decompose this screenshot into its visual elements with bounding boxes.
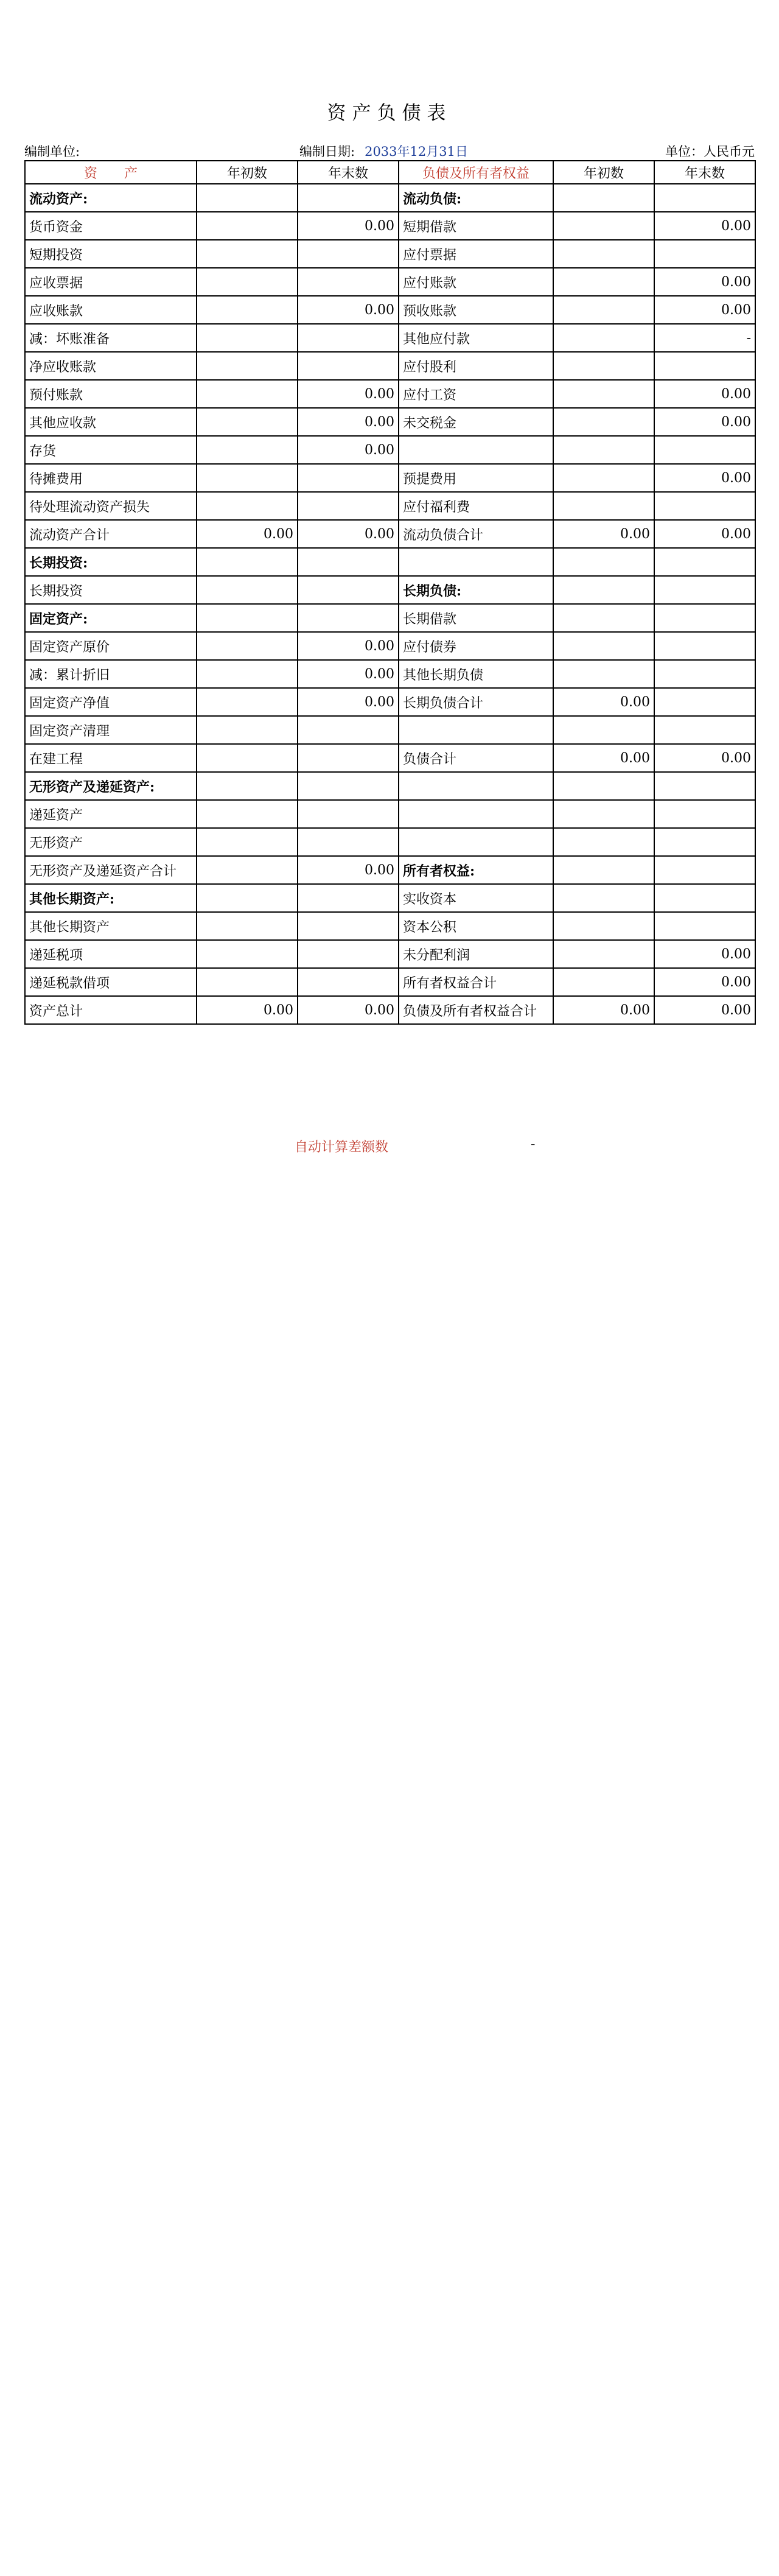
currency-unit: 单位：人民币元 (665, 144, 755, 159)
asset-opening-cell[interactable] (197, 772, 298, 800)
liability-closing-cell[interactable] (654, 436, 755, 464)
asset-opening-cell[interactable] (197, 856, 298, 884)
table-row (25, 996, 755, 1024)
header-assets: 资 产 (25, 161, 197, 184)
table-row (25, 268, 755, 296)
table-row (25, 856, 755, 884)
liability-opening-cell[interactable]: 0.00 (553, 744, 654, 772)
liability-opening-cell[interactable] (553, 968, 654, 996)
liability-label: 其他应付款 (399, 324, 553, 352)
liability-label: 应付账款 (399, 268, 553, 296)
table-row (25, 912, 755, 940)
asset-label: 其他应收款 (25, 408, 197, 436)
table-header-row (25, 161, 755, 184)
asset-closing-cell[interactable] (298, 884, 399, 912)
asset-closing-cell[interactable]: 0.00 (298, 688, 399, 716)
liability-label: 短期借款 (399, 212, 553, 240)
asset-opening-cell[interactable] (197, 492, 298, 520)
asset-label: 流动资产: (25, 184, 197, 212)
table-row (25, 408, 755, 436)
liability-label: 流动负债合计 (399, 520, 553, 548)
header-closing: 年末数 (298, 161, 399, 184)
liability-closing-cell[interactable] (654, 352, 755, 380)
liability-opening-cell[interactable] (553, 576, 654, 604)
asset-label: 无形资产 (25, 828, 197, 856)
liability-opening-cell[interactable] (553, 380, 654, 408)
asset-closing-cell[interactable] (298, 968, 399, 996)
asset-opening-cell[interactable] (197, 464, 298, 492)
liability-closing-cell[interactable]: 0.00 (654, 212, 755, 240)
asset-label: 流动资产合计 (25, 520, 197, 548)
table-row (25, 492, 755, 520)
header-opening: 年初数 (197, 161, 298, 184)
asset-opening-cell[interactable] (197, 240, 298, 268)
table-row (25, 436, 755, 464)
asset-opening-cell[interactable] (197, 436, 298, 464)
table-row (25, 324, 755, 352)
liability-opening-cell[interactable] (553, 268, 654, 296)
asset-opening-cell[interactable] (197, 968, 298, 996)
liability-closing-cell[interactable] (654, 800, 755, 828)
asset-opening-cell[interactable] (197, 688, 298, 716)
asset-opening-cell[interactable] (197, 212, 298, 240)
table-row (25, 968, 755, 996)
liability-label (399, 548, 553, 576)
liability-label: 实收资本 (399, 884, 553, 912)
liability-opening-cell[interactable]: 0.00 (553, 996, 654, 1024)
liability-label: 其他长期负债 (399, 660, 553, 688)
asset-label: 长期投资 (25, 576, 197, 604)
liability-closing-cell[interactable]: 0.00 (654, 296, 755, 324)
asset-opening-cell[interactable] (197, 660, 298, 688)
header-opening: 年初数 (553, 161, 654, 184)
asset-label: 应收票据 (25, 268, 197, 296)
liability-opening-cell[interactable] (553, 772, 654, 800)
liability-label: 未分配利润 (399, 940, 553, 968)
asset-opening-cell[interactable] (197, 632, 298, 660)
table-row (25, 744, 755, 772)
table-row (25, 240, 755, 268)
asset-closing-cell[interactable] (298, 604, 399, 632)
table-row (25, 604, 755, 632)
page-title: 资产负债表 (327, 102, 452, 124)
asset-label: 在建工程 (25, 744, 197, 772)
asset-closing-cell[interactable]: 0.00 (298, 212, 399, 240)
asset-closing-cell[interactable]: 0.00 (298, 380, 399, 408)
asset-label: 减：坏账准备 (25, 324, 197, 352)
asset-label: 固定资产净值 (25, 688, 197, 716)
asset-opening-cell[interactable] (197, 604, 298, 632)
asset-closing-cell[interactable] (298, 744, 399, 772)
asset-label: 长期投资: (25, 548, 197, 576)
table-row (25, 940, 755, 968)
asset-closing-cell[interactable] (298, 716, 399, 744)
table-row (25, 716, 755, 744)
liability-opening-cell[interactable] (553, 604, 654, 632)
asset-closing-cell[interactable] (298, 324, 399, 352)
liability-label: 长期负债: (399, 576, 553, 604)
liability-closing-cell[interactable] (654, 632, 755, 660)
asset-opening-cell[interactable] (197, 408, 298, 436)
asset-closing-cell[interactable] (298, 912, 399, 940)
liability-label: 负债合计 (399, 744, 553, 772)
liability-opening-cell[interactable] (553, 800, 654, 828)
asset-label: 无形资产及递延资产合计 (25, 856, 197, 884)
liability-opening-cell[interactable] (553, 660, 654, 688)
liability-label: 长期借款 (399, 604, 553, 632)
liability-closing-cell[interactable]: 0.00 (654, 380, 755, 408)
asset-opening-cell[interactable]: 0.00 (197, 996, 298, 1024)
asset-closing-cell[interactable]: 0.00 (298, 856, 399, 884)
asset-label: 递延资产 (25, 800, 197, 828)
asset-label: 净应收账款 (25, 352, 197, 380)
liability-label (399, 716, 553, 744)
liability-opening-cell[interactable] (553, 212, 654, 240)
asset-opening-cell[interactable] (197, 716, 298, 744)
date-label: 编制日期: (299, 144, 355, 159)
auto-diff-value[interactable]: - (531, 1137, 536, 1152)
liability-closing-cell[interactable]: 0.00 (654, 520, 755, 548)
table-row (25, 380, 755, 408)
table-row (25, 688, 755, 716)
liability-closing-cell[interactable]: 0.00 (654, 408, 755, 436)
table-row (25, 660, 755, 688)
asset-opening-cell[interactable] (197, 940, 298, 968)
asset-opening-cell[interactable] (197, 744, 298, 772)
asset-closing-cell[interactable]: 0.00 (298, 996, 399, 1024)
table-row (25, 576, 755, 604)
asset-closing-cell[interactable] (298, 828, 399, 856)
asset-opening-cell[interactable]: 0.00 (197, 520, 298, 548)
liability-label: 预提费用 (399, 464, 553, 492)
asset-label: 其他长期资产 (25, 912, 197, 940)
asset-closing-cell[interactable] (298, 240, 399, 268)
liability-closing-cell[interactable]: 0.00 (654, 996, 755, 1024)
table-row (25, 828, 755, 856)
liability-closing-cell[interactable] (654, 772, 755, 800)
asset-closing-cell[interactable] (298, 464, 399, 492)
liability-opening-cell[interactable] (553, 856, 654, 884)
asset-closing-cell[interactable] (298, 576, 399, 604)
asset-label: 固定资产清理 (25, 716, 197, 744)
asset-opening-cell[interactable] (197, 296, 298, 324)
liability-label: 长期负债合计 (399, 688, 553, 716)
liability-closing-cell[interactable] (654, 856, 755, 884)
table-row (25, 800, 755, 828)
table-row (25, 548, 755, 576)
liability-closing-cell[interactable]: - (654, 324, 755, 352)
liability-opening-cell[interactable] (553, 548, 654, 576)
asset-closing-cell[interactable]: 0.00 (298, 520, 399, 548)
liability-closing-cell[interactable] (654, 660, 755, 688)
table-row (25, 464, 755, 492)
liability-label: 预收账款 (399, 296, 553, 324)
asset-opening-cell[interactable] (197, 184, 298, 212)
asset-closing-cell[interactable] (298, 940, 399, 968)
asset-closing-cell[interactable]: 0.00 (298, 408, 399, 436)
asset-closing-cell[interactable]: 0.00 (298, 632, 399, 660)
asset-label: 递延税项 (25, 940, 197, 968)
liability-label: 应付股利 (399, 352, 553, 380)
asset-label: 应收账款 (25, 296, 197, 324)
preparation-date (299, 142, 468, 160)
asset-closing-cell[interactable] (298, 548, 399, 576)
asset-opening-cell[interactable] (197, 800, 298, 828)
auto-diff-label: 自动计算差额数 (295, 1140, 389, 1155)
table-row (25, 884, 755, 912)
asset-closing-cell[interactable]: 0.00 (298, 296, 399, 324)
asset-closing-cell[interactable] (298, 492, 399, 520)
liability-label: 流动负债: (399, 184, 553, 212)
liability-label: 资本公积 (399, 912, 553, 940)
liability-closing-cell[interactable] (654, 884, 755, 912)
liability-opening-cell[interactable] (553, 828, 654, 856)
asset-opening-cell[interactable] (197, 912, 298, 940)
liability-closing-cell[interactable]: 0.00 (654, 940, 755, 968)
asset-label: 短期投资 (25, 240, 197, 268)
liability-opening-cell[interactable] (553, 352, 654, 380)
date-value[interactable]: 2033年12月31日 (365, 144, 468, 159)
liability-label: 应付工资 (399, 380, 553, 408)
liability-closing-cell[interactable] (654, 240, 755, 268)
asset-opening-cell[interactable] (197, 352, 298, 380)
asset-closing-cell[interactable] (298, 268, 399, 296)
liability-closing-cell[interactable] (654, 492, 755, 520)
liability-opening-cell[interactable] (553, 716, 654, 744)
liability-label: 负债及所有者权益合计 (399, 996, 553, 1024)
asset-label: 减：累计折旧 (25, 660, 197, 688)
balance-sheet-table (24, 160, 756, 1025)
liability-closing-cell[interactable]: 0.00 (654, 744, 755, 772)
liability-opening-cell[interactable] (553, 184, 654, 212)
asset-label: 待处理流动资产损失 (25, 492, 197, 520)
liability-opening-cell[interactable]: 0.00 (553, 520, 654, 548)
asset-opening-cell[interactable] (197, 268, 298, 296)
liability-label: 应付债券 (399, 632, 553, 660)
liability-closing-cell[interactable] (654, 716, 755, 744)
asset-label: 递延税款借项 (25, 968, 197, 996)
liability-label: 应付票据 (399, 240, 553, 268)
liability-label (399, 772, 553, 800)
liability-opening-cell[interactable] (553, 464, 654, 492)
table-row (25, 212, 755, 240)
asset-closing-cell[interactable] (298, 184, 399, 212)
header-liabilities-equity: 负债及所有者权益 (399, 161, 553, 184)
liability-opening-cell[interactable] (553, 632, 654, 660)
asset-closing-cell[interactable] (298, 800, 399, 828)
asset-opening-cell[interactable] (197, 576, 298, 604)
liability-opening-cell[interactable] (553, 240, 654, 268)
preparing-unit-label: 编制单位: (24, 144, 80, 159)
liability-closing-cell[interactable]: 0.00 (654, 268, 755, 296)
liability-closing-cell[interactable] (654, 912, 755, 940)
liability-label: 未交税金 (399, 408, 553, 436)
asset-opening-cell[interactable] (197, 884, 298, 912)
liability-opening-cell[interactable] (553, 492, 654, 520)
header-closing: 年末数 (654, 161, 755, 184)
asset-closing-cell[interactable]: 0.00 (298, 660, 399, 688)
liability-opening-cell[interactable] (553, 884, 654, 912)
liability-closing-cell[interactable] (654, 688, 755, 716)
liability-closing-cell[interactable] (654, 576, 755, 604)
asset-closing-cell[interactable]: 0.00 (298, 436, 399, 464)
asset-label: 其他长期资产: (25, 884, 197, 912)
asset-label: 资产总计 (25, 996, 197, 1024)
liability-opening-cell[interactable] (553, 408, 654, 436)
liability-label (399, 828, 553, 856)
liability-closing-cell[interactable]: 0.00 (654, 464, 755, 492)
liability-closing-cell[interactable] (654, 604, 755, 632)
liability-label: 所有者权益合计 (399, 968, 553, 996)
asset-label: 货币资金 (25, 212, 197, 240)
liability-label: 应付福利费 (399, 492, 553, 520)
liability-opening-cell[interactable] (553, 912, 654, 940)
asset-label: 预付账款 (25, 380, 197, 408)
liability-label: 所有者权益: (399, 856, 553, 884)
asset-closing-cell[interactable] (298, 352, 399, 380)
asset-label: 固定资产原价 (25, 632, 197, 660)
asset-opening-cell[interactable] (197, 324, 298, 352)
asset-closing-cell[interactable] (298, 772, 399, 800)
table-row (25, 352, 755, 380)
liability-closing-cell[interactable] (654, 548, 755, 576)
table-row (25, 296, 755, 324)
table-row (25, 520, 755, 548)
asset-label: 待摊费用 (25, 464, 197, 492)
liability-opening-cell[interactable] (553, 940, 654, 968)
table-row (25, 184, 755, 212)
asset-label: 固定资产: (25, 604, 197, 632)
liability-opening-cell[interactable]: 0.00 (553, 688, 654, 716)
liability-opening-cell[interactable] (553, 324, 654, 352)
asset-opening-cell[interactable] (197, 380, 298, 408)
table-row (25, 772, 755, 800)
asset-label: 存货 (25, 436, 197, 464)
liability-label (399, 436, 553, 464)
table-row (25, 632, 755, 660)
liability-closing-cell[interactable]: 0.00 (654, 968, 755, 996)
liability-opening-cell[interactable] (553, 436, 654, 464)
asset-label: 无形资产及递延资产: (25, 772, 197, 800)
liability-opening-cell[interactable] (553, 296, 654, 324)
liability-closing-cell[interactable] (654, 184, 755, 212)
liability-closing-cell[interactable] (654, 828, 755, 856)
asset-opening-cell[interactable] (197, 828, 298, 856)
liability-label (399, 800, 553, 828)
asset-opening-cell[interactable] (197, 548, 298, 576)
